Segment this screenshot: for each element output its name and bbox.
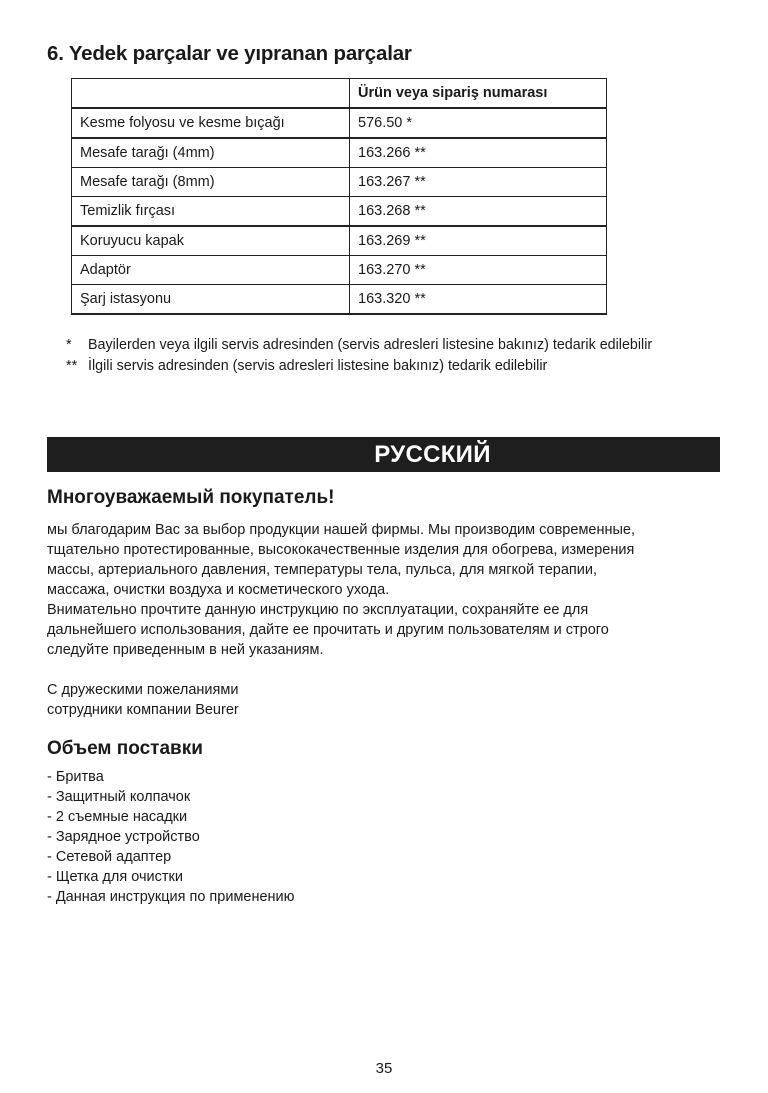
footnote [66,356,652,377]
list-item: - Данная инструкция по применению [47,889,295,905]
paragraph-line: массажа, очистки воздуха и косметического ухода. [47,582,390,598]
table-header-row [72,79,607,109]
list-item: - Защитный колпачок [47,789,191,805]
paragraph-line: дальнейшего использования, дайте ее прочитать и другим пользователям и строго [47,622,609,638]
table-header-cell: Ürün veya sipariş numarası [350,79,607,109]
part-name-cell: Kesme folyosu ve kesme bıçağı [72,108,350,138]
language-banner: РУССКИЙ [47,437,720,472]
table-row [72,256,607,285]
table-row [72,197,607,227]
paragraph-line: Внимательно прочтите данную инструкцию по эксплуатации, сохраняйте ее для [47,602,589,618]
paragraph-line: мы благодарим Вас за выбор продукции нашей фирмы. Мы производим современные, [47,522,636,538]
paragraph-line: сотрудники компании Beurer [47,702,239,718]
table-row [72,168,607,197]
part-number-cell: 576.50 * [350,108,607,138]
spare-parts-table [71,78,607,315]
footnotes [66,335,652,377]
part-number-cell: 163.320 ** [350,285,607,315]
list-item: - Щетка для очистки [47,869,183,885]
list-item: - Бритва [47,769,104,785]
delivery-title: Объем поставки [47,738,203,759]
table-row [72,226,607,256]
part-name-cell: Temizlik fırçası [72,197,350,227]
paragraph-line: следуйте приведенным в ней указаниям. [47,642,324,658]
delivery-list [47,767,295,907]
footnote-text: Bayilerden veya ilgili servis adresinden (servis adresleri listesine bakınız) tedarik edilebilir [88,337,653,353]
greeting-title: Многоуважаемый покупатель! [47,487,335,508]
list-item: - Зарядное устройство [47,829,200,845]
part-number-cell: 163.267 ** [350,168,607,197]
part-name-cell: Şarj istasyonu [72,285,350,315]
paragraph-line: массы, артериального давления, температуры тела, пульса, для мягкой терапии, [47,562,597,578]
part-name-cell: Koruyucu kapak [72,226,350,256]
list-item: - 2 съемные насадки [47,809,188,825]
page-number: 35 [375,1060,393,1077]
part-name-cell: Mesafe tarağı (8mm) [72,168,350,197]
part-number-cell: 163.266 ** [350,138,607,168]
greeting-paragraph [47,520,737,660]
closing-paragraph [47,680,737,720]
paragraph-line: С дружескими пожеланиями [47,682,239,698]
part-number-cell: 163.269 ** [350,226,607,256]
part-number-cell: 163.268 ** [350,197,607,227]
paragraph-line: тщательно протестированные, высококачественные изделия для обогрева, измерения [47,542,635,558]
footnote-mark: ** [66,358,78,374]
table-row [72,108,607,138]
table-header-cell [72,79,350,109]
part-number-cell: 163.270 ** [350,256,607,285]
section-title: 6. Yedek parçalar ve yıpranan parçalar [47,42,412,65]
footnote [66,335,652,356]
part-name-cell: Mesafe tarağı (4mm) [72,138,350,168]
part-name-cell: Adaptör [72,256,350,285]
table-row [72,285,607,315]
table-row [72,138,607,168]
footnote-text: İlgili servis adresinden (servis adresleri listesine bakınız) tedarik edilebilir [88,358,548,374]
list-item: - Сетевой адаптер [47,849,172,865]
footnote-mark: * [66,337,72,353]
